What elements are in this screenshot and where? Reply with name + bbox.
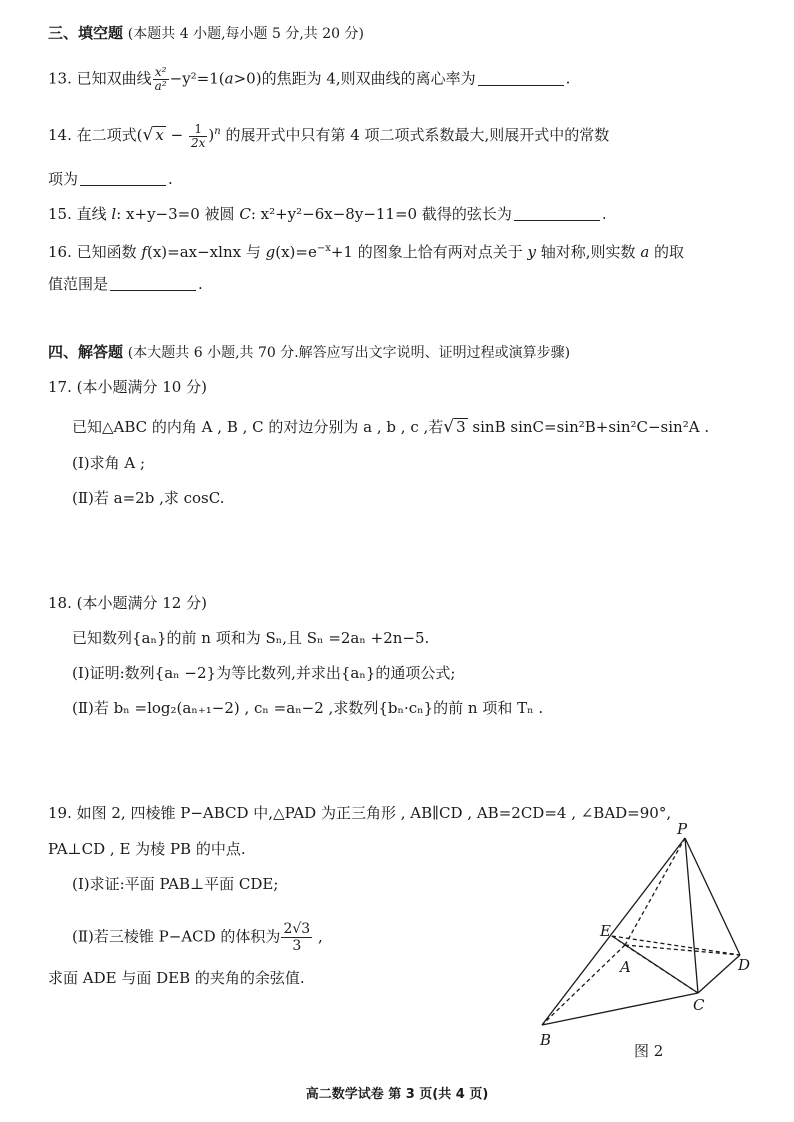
label-D: D — [738, 956, 751, 974]
q19-frac-den: 3 — [292, 938, 302, 954]
question-15 — [48, 203, 607, 225]
page-footer: 高二数学试卷 第 3 页(共 4 页) — [305, 1087, 489, 1102]
q17-header: 17. (本小题满分 10 分) — [48, 378, 207, 396]
q18-part1: (Ⅰ)证明:数列{aₙ −2}为等比数列,并求出{aₙ}的通项公式; — [72, 664, 456, 682]
q15-number: 15. — [48, 205, 72, 223]
question-13 — [48, 66, 570, 93]
question-16-line2 — [48, 273, 203, 295]
edge-PA — [625, 838, 685, 945]
q13-text-e: . — [565, 69, 571, 88]
q19-part2-b: , — [313, 927, 323, 946]
q15-text-b: l — [111, 205, 117, 223]
q16-text-i: 轴对称,则实数 — [536, 243, 641, 261]
q16-text-d: g — [265, 243, 276, 261]
q16-text-b: f — [141, 243, 147, 261]
q18-part2: (Ⅱ)若 bₙ =log₂(aₙ₊₁−2) , cₙ =aₙ−2 ,求数列{bₙ·cₙ}的前 n 项和 Tₙ . — [72, 699, 544, 717]
q13-text-c: a — [224, 69, 234, 88]
q15-text-c: : x+y−3=0 被圆 — [116, 205, 240, 223]
edge-BC — [542, 993, 698, 1025]
q16-text-l: 值范围是 — [48, 275, 109, 293]
edge-CD — [698, 955, 740, 993]
q15-text-a: 直线 — [76, 205, 112, 223]
q18-stem: 已知数列{aₙ}的前 n 项和为 Sₙ,且 Sₙ =2aₙ +2n−5. — [72, 629, 430, 647]
radical-sign: √ — [443, 417, 455, 437]
q13-number: 13. — [48, 69, 72, 88]
label-P: P — [677, 820, 688, 838]
section4-note: (本大题共 6 小题,共 70 分.解答应写出文字说明、证明过程或演算步骤) — [127, 345, 571, 361]
q17-part1: (Ⅰ)求角 A ; — [72, 454, 146, 472]
q16-text-h: y — [527, 243, 536, 261]
radical-sign: √ — [142, 125, 154, 145]
q15-answer-blank[interactable] — [514, 206, 600, 221]
q17-stem-a: 已知△ABC 的内角 A , B , C 的对边分别为 a , b , c ,若 — [72, 418, 444, 436]
q16-text-g: +1 的图象上恰有两对点关于 — [330, 243, 528, 261]
q14-frac-num: 1 — [189, 123, 207, 137]
q16-text-j: a — [640, 243, 650, 261]
q18-header: 18. (本小题满分 12 分) — [48, 594, 207, 612]
q14-text-i: 项为 — [48, 170, 79, 188]
label-B: B — [540, 1031, 552, 1049]
q17-stem — [72, 416, 709, 438]
q17-sqrt-value: 3 — [456, 418, 466, 436]
q16-text-m: . — [198, 275, 203, 293]
pyramid-figure — [520, 820, 770, 1050]
q19-part2 — [72, 921, 323, 954]
q13-text-a: 已知双曲线 — [76, 69, 152, 88]
q19-fraction — [281, 921, 312, 954]
q17-part2: (Ⅱ)若 a=2b ,求 cosC. — [72, 489, 225, 507]
q13-text-b: −y²=1( — [169, 69, 225, 88]
section4-header — [48, 341, 570, 364]
q16-text-k: 的取 — [649, 243, 685, 261]
q14-answer-blank[interactable] — [80, 171, 166, 186]
q15-text-f: . — [601, 205, 607, 223]
q19-frac-num: 2√3 — [283, 921, 311, 937]
label-A: A — [620, 958, 631, 976]
label-E: E — [600, 922, 611, 940]
q16-text-e: (x)=e — [275, 243, 317, 261]
question-14-line2 — [48, 168, 173, 190]
q19-line5: 求面 ADE 与面 DEB 的夹角的余弦值. — [48, 969, 305, 987]
q14-text-j: . — [168, 170, 173, 188]
edge-ED — [612, 936, 740, 955]
q14-sqrt-x: x — [155, 126, 164, 144]
q16-text-c: (x)=ax−xlnx 与 — [146, 243, 266, 261]
q13-text-d: >0)的焦距为 4,则双曲线的离心率为 — [233, 69, 476, 88]
q14-text-h: 的展开式中只有第 4 项二项式系数最大,则展开式中的常数 — [225, 126, 610, 144]
q16-exponent: −x — [316, 243, 331, 254]
q17-stem-b: sinB sinC=sin²B+sin²C−sin²A . — [467, 418, 710, 436]
q15-text-d: C — [239, 205, 251, 223]
q14-fraction — [189, 123, 207, 150]
q19-part2-a: (Ⅱ)若三棱锥 P−ACD 的体积为 — [72, 927, 281, 946]
edge-PB — [542, 838, 685, 1025]
section3-header — [48, 22, 364, 45]
q13-answer-blank[interactable] — [478, 71, 564, 86]
section3-note: (本题共 4 小题,每小题 5 分,共 20 分) — [127, 26, 364, 42]
q16-number: 16. — [48, 243, 72, 261]
q14-frac-den: 2x — [190, 135, 206, 150]
question-16 — [48, 238, 684, 263]
q14-number: 14. — [48, 126, 72, 144]
q19-line1: 19. 如图 2, 四棱锥 P−ABCD 中,△PAD 为正三角形 , AB∥CD , AB=2CD=4 , ∠BAD=90°, — [48, 804, 672, 822]
question-14 — [48, 121, 609, 150]
q14-text-a: 在二项式( — [76, 126, 143, 144]
edge-AB — [542, 945, 625, 1025]
q14-exponent: n — [214, 126, 221, 137]
section4-title: 四、解答题 — [48, 343, 124, 361]
q16-answer-blank[interactable] — [110, 276, 196, 291]
q15-text-e: : x²+y²−6x−8y−11=0 截得的弦长为 — [250, 205, 512, 223]
label-C: C — [693, 996, 705, 1014]
figure-caption: 图 2 — [634, 1042, 664, 1060]
q16-text-a: 已知函数 — [76, 243, 142, 261]
section3-title: 三、填空题 — [48, 24, 124, 42]
q19-part1: (Ⅰ)求证:平面 PAB⊥平面 CDE; — [72, 875, 279, 893]
q14-paren: ) — [208, 126, 215, 144]
q13-fraction: $\frac{\text{x²}}{\text{a²}}$ — [154, 65, 167, 93]
q14-minus: − — [170, 126, 184, 144]
q19-line2: PA⊥CD , E 为棱 PB 的中点. — [48, 840, 246, 858]
